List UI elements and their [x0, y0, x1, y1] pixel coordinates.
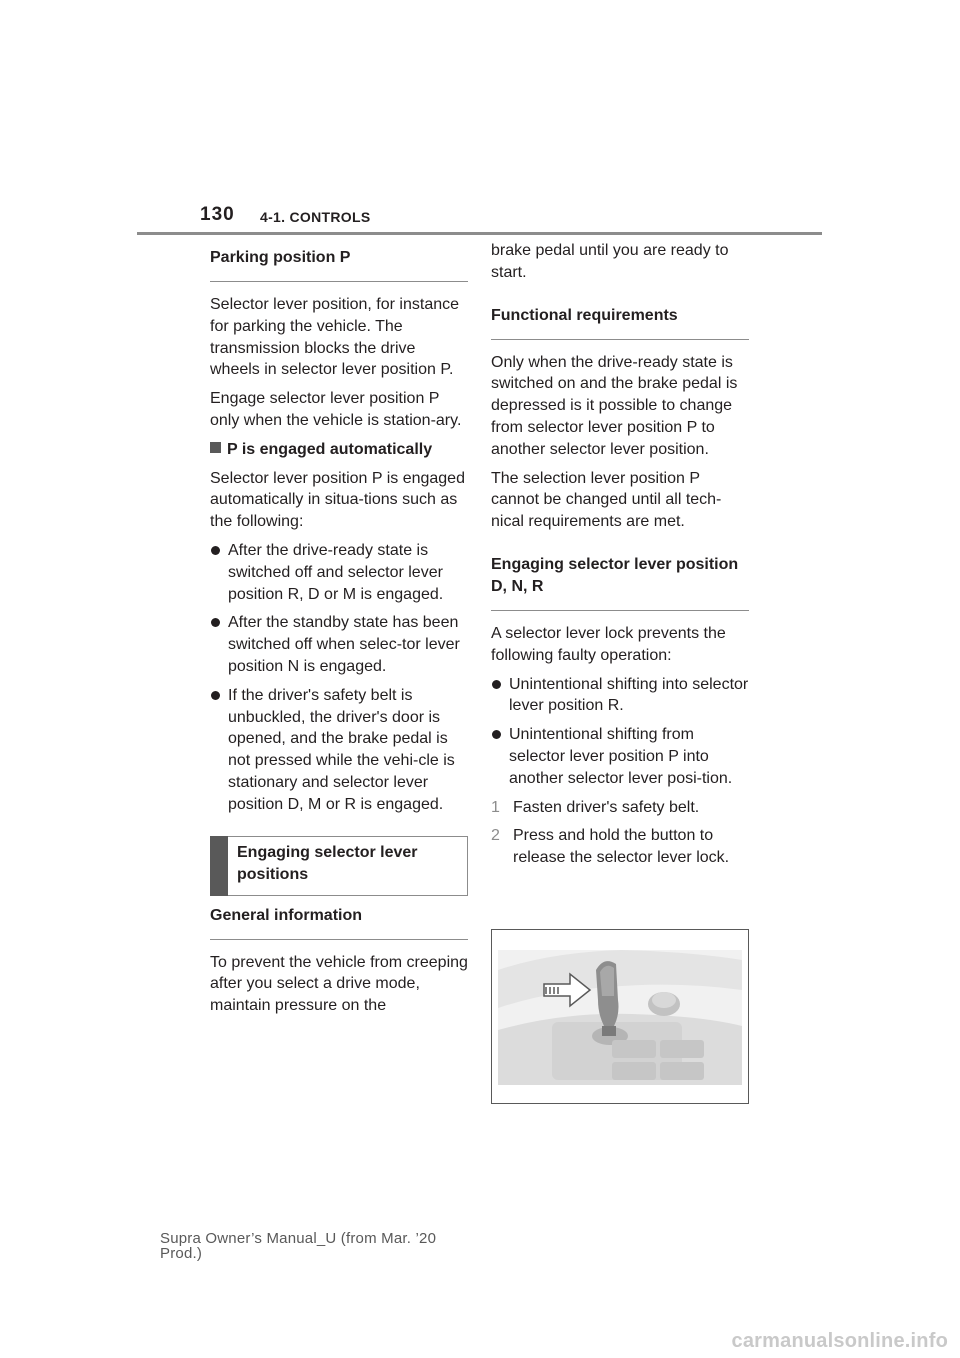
- heading-box-engaging-positions: [210, 836, 468, 896]
- list-item: [210, 685, 468, 816]
- heading-box-bar: [210, 836, 228, 896]
- bullet-list-auto-engage: [210, 540, 468, 816]
- step-item: [491, 825, 749, 869]
- subheading-text: P is engaged automatically: [227, 440, 433, 458]
- step-text: Press and hold the button to release the selector lever lock.: [513, 827, 730, 867]
- list-item: [491, 674, 749, 718]
- selector-lever-illustration: [492, 930, 748, 1103]
- heading-box-text: Engaging selector lever positions: [237, 843, 418, 883]
- paragraph-continued: brake pedal until you are ready to start.: [491, 242, 729, 281]
- step-text: Fasten driver's safety belt.: [513, 798, 700, 816]
- list-item-text: Unintentional shifting into selector lever position R.: [509, 675, 749, 715]
- bullet-icon: [211, 546, 220, 555]
- heading-functional-requirements: Functional requirements: [491, 296, 749, 340]
- paragraph-technical-requirements: The selection lever position P cannot be changed until all tech-nical requirements are met.: [491, 469, 722, 531]
- bullet-icon: [492, 730, 501, 739]
- paragraph-drive-ready: Only when the drive-ready state is switched on and the brake pedal is depressed is it possible to change from selector lever position P to another selector lever position.: [491, 353, 738, 458]
- footer-line-1: Supra Owner’s Manual_U (from Mar. ’20: [160, 1230, 437, 1247]
- list-item: [210, 612, 468, 677]
- subheading-p-automatic: [210, 439, 468, 461]
- page-number: 130: [200, 204, 235, 225]
- footer: [160, 1231, 460, 1261]
- list-item-text: After the standby state has been switched off when selec-tor lever position N is engaged.: [228, 614, 460, 675]
- paragraph-engage-p: Engage selector lever position P only when the vehicle is station-ary.: [210, 390, 462, 429]
- list-item-text: Unintentional shifting from selector lever position P into another selector lever posi-tion.: [509, 726, 733, 787]
- left-column: [210, 240, 468, 1024]
- step-item: [491, 797, 749, 819]
- list-item-text: If the driver's safety belt is unbuckled, the driver's door is opened, and the brake pedal is not pressed while the vehi-cle is stationary and selector lever position D, M or R is engaged.: [228, 686, 455, 813]
- heading-engaging-dnr: Engaging selector lever position D, N, R: [491, 545, 749, 611]
- list-item-text: After the drive-ready state is switched off and selector lever position R, D or M is engaged.: [228, 541, 444, 603]
- list-item: [491, 724, 749, 789]
- heading-general-information: General information: [210, 896, 468, 940]
- bullet-icon: [211, 618, 220, 627]
- bullet-icon: [211, 691, 220, 700]
- right-column: [491, 240, 749, 876]
- bullet-icon: [492, 680, 501, 689]
- watermark: carmanualsonline.info: [731, 1330, 948, 1352]
- steps-list: [491, 797, 749, 869]
- paragraph-auto-engage: Selector lever position P is engaged automatically in situa-tions such as the following:: [210, 469, 465, 531]
- paragraph-prevent-creeping: To prevent the vehicle from creeping after you select a drive mode, maintain pressure on the: [210, 953, 468, 1015]
- square-bullet-icon: [210, 442, 221, 453]
- paragraph-lever-lock: A selector lever lock prevents the following faulty operation:: [491, 624, 726, 664]
- step-number: 2: [491, 827, 500, 845]
- list-item: [210, 540, 468, 605]
- paragraph-selector-position: Selector lever position, for instance for parking the vehicle. The transmission blocks the drive wheels in selector lever position P.: [210, 296, 460, 379]
- header-rule: [137, 232, 822, 235]
- heading-parking-position: Parking position P: [210, 240, 468, 282]
- bullet-list-faulty-operation: [491, 674, 749, 790]
- step-number: 1: [491, 798, 500, 816]
- footer-line-2: Prod.): [160, 1245, 203, 1262]
- figure-selector-lever: [491, 929, 749, 1104]
- rotary-knob: [648, 992, 680, 1016]
- section-title: 4-1. CONTROLS: [260, 209, 371, 225]
